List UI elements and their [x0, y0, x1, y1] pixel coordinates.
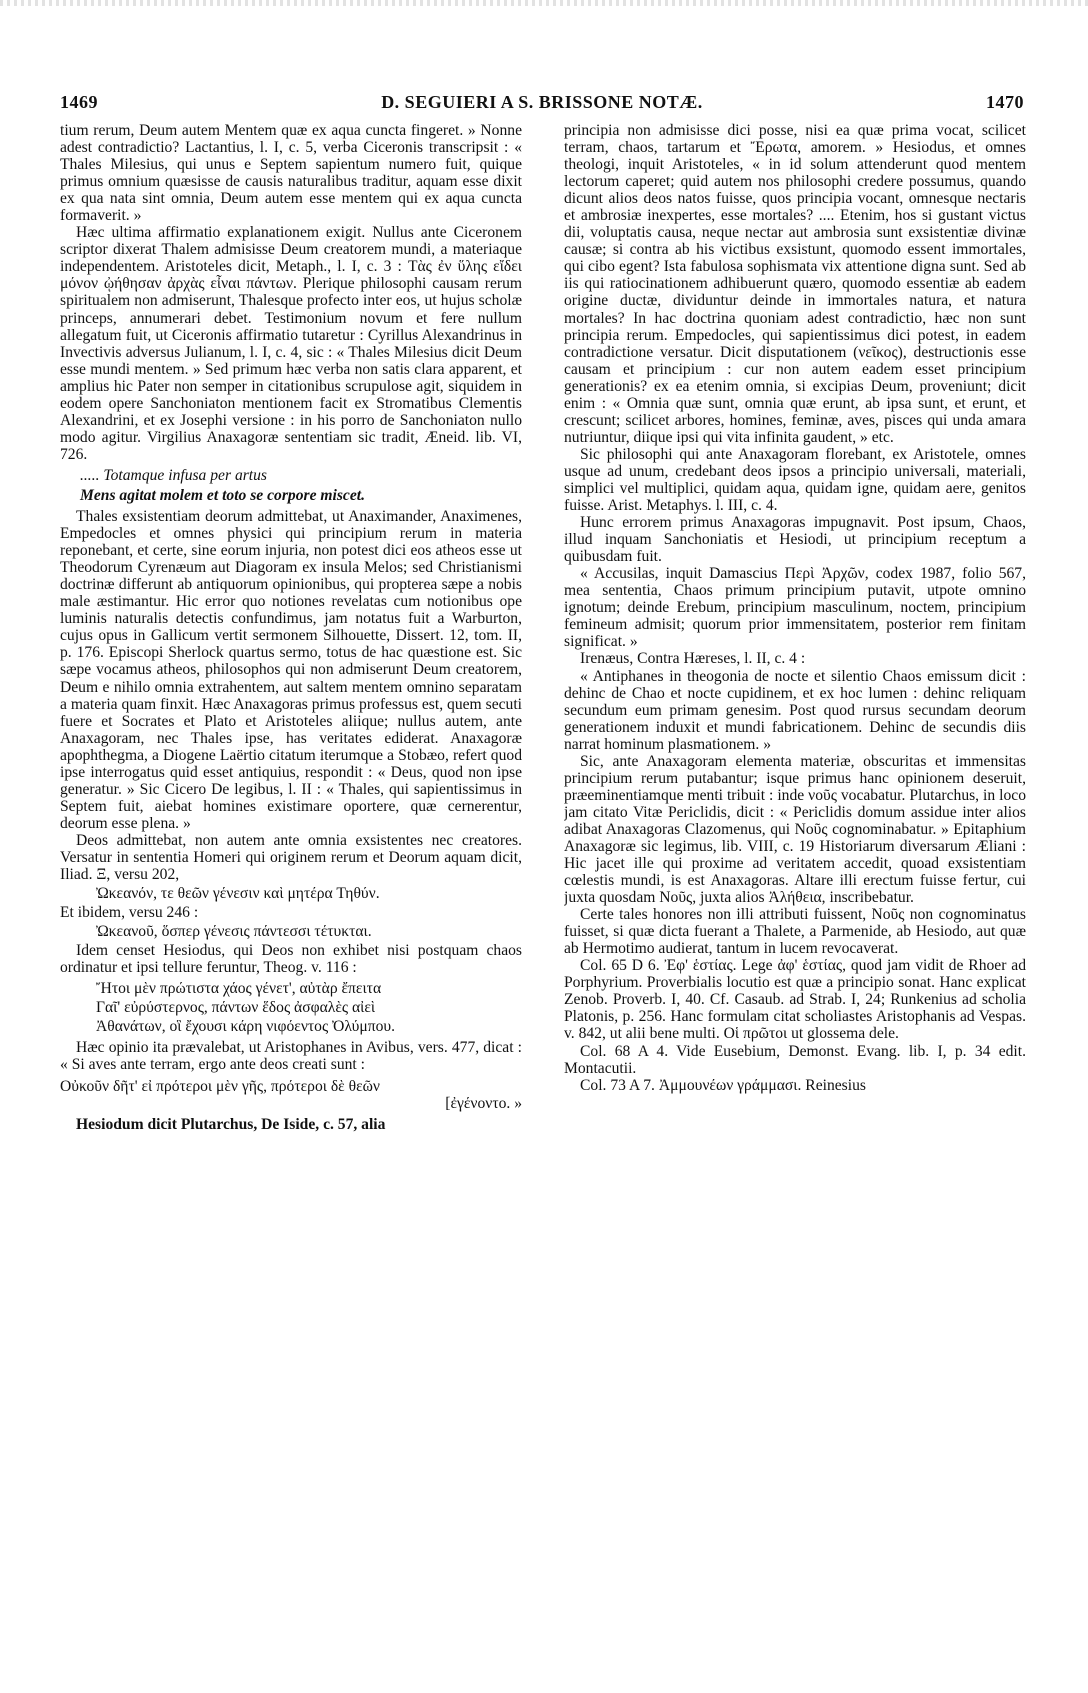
paragraph: principia non admisisse dici posse, nisi ea quæ prima vocat, scilicet terram, chaos, tartarum et Ἔρωτα, amorem. » Hesiodus, et omnes theologi, inquit Aristoteles, « in id solum attenderunt quod mentem lectorum caperet; quid autem nos philosophi credere possumus, quando dicunt alios deos natos fuisse, quos principia vocant, omnesque nectaris et ambrosiæ inexpertes, esse mortales? .... Etenim, hos si gustant victus dii, voluptatis causa, neque nectar aut ambrosia sunt exsistentiæ divinæ causæ; si contra ab his victibus exsistunt, quomodo essent immortales, qui cibo egent? Ista fabulosa sophismata vix attentione digna sunt. Sed ab iis qui ratiocinationem adhibuerunt quæro, quomodo essentiæ ab eadem origine ductæ, dividuntur deinde in immortales natura, et natura mortales? In hac doctrina quoniam adest contradictio, hæc non sunt principia rerum. Empedocles, qui sapientissimus dici potest, in eadem contradictione versatur. Dicit disputationem (νεῖκος), destructionis esse causam et principium : cur non autem eadem esset principium generationis? ex ea etenim omnia, si excipias Deum, proveniunt; dicit enim : « Omnia quæ sunt, omnia quæ erunt, ab ipsa sunt, et erunt, et crescunt; scilicet arbores, homines, feminæ, aves, pisces qui unda amara nutriuntur, diique ipsi qui vita infinita gaudent, » etc.: [564, 122, 1026, 446]
paragraph: tium rerum, Deum autem Mentem quæ ex aqua cuncta fingeret. » Nonne adest contradictio? Lactantius, l. I, c. 5, verba Ciceronis transcripsit : « Thales Milesius, qui unus e Septem sapientum numero fuit, quique primus omnium quæsisse de causis naturalibus traditur, aquam esse dixit ex qua nata sint omnia, Deum autem esse mentem qui ex aqua cuncta formaverit. »: [60, 122, 522, 225]
paragraph: Hesiodum dicit Plutarchus, De Iside, c. 57, alia: [76, 1115, 386, 1133]
paragraph: Hæc ultima affirmatio explanationem exigit. Nullus ante Ciceronem scriptor dixerat Thalem admisisse Deum creatorem mundi, a materiaque independentem. Aristoteles dicit, Metaph., l. I, c. 3 : Τὰς ἐν ὕλης εἴδει μόνον ᾠήθησαν ἀρχὰς εἶναι πάντων. Plerique philosophi causam rerum spiritualem non admiserunt, Thalesque profecto inter eos, ut hujus scholæ princeps, annumerari debet. Testimonium novum et fere nullum allegatum fuit, ut Ciceronis affirmatio tutaretur : Cyrillus Alexandrinus in Invectivis adversus Julianum, l. I, c. 4, sic : « Thales Milesius dicit Deum esse mundi mentem. » Sed primum hæc verba non satis clara apparent, et amplius hic Pater non semper in citationibus scrupulose agit, siquidem in eodem opere Sanchoniaton mentionem facit ex Stromatibus Clementis Alexandrini, et ex Josephi versione : in his porro de Sanchoniaton nullo modo agitur. Virgilius Anaxagoræ sententiam sic tradit, Æneid. lib. VI, 726.: [60, 224, 522, 463]
paragraph: « Accusilas, inquit Damascius Περὶ Ἀρχῶν, codex 1987, folio 567, mea sententia, Chaos primum principium putavit, utpote omnino ignotum; deinde Erebum, principium masculinum, noctem, principium femineum admisit; quorum prior immensitatem, posterior rem finitam significat. »: [564, 565, 1026, 651]
greek-verse: Ἀθανάτων, οἳ ἔχουσι κάρη νιφόεντος Ὀλύμπου.: [96, 1018, 396, 1036]
scan-edge: [0, 0, 1088, 6]
page-number-right: 1470: [986, 92, 1024, 112]
greek-verse: Ὠκεανόν, τε θεῶν γένεσιν καὶ μητέρα Τηθύν.: [96, 885, 380, 903]
running-head: [60, 92, 1024, 118]
right-column: [564, 122, 1026, 1667]
greek-verse: Οὐκοῦν δῆτ' εἰ πρότεροι μὲν γῆς, πρότεροι δὲ θεῶν: [60, 1077, 380, 1095]
running-title: D. SEGUIERI A S. BRISSONE NOTÆ.: [381, 92, 703, 112]
paragraph: Sic, ante Anaxagoram elementa materiæ, obscuritas et immensitas principium rerum putabantur; isque primus hanc opinionem deseruit, præeminentiamque menti tribuit : inde νοῦς vocabatur. Plutarchus, in loco jam citato Vitæ Periclidis, dicit : « Periclidis domum assidue inter alios adibat Anaxagoras Clazomenus, qui Νοῦς cognominabatur. » Epitaphium Anaxagoræ sic legimus, lib. VIII, c. 19 Historiarum diversarum Æliani : Hic jacet ille qui proxime ad veritatem accedit, quoad exsistentiam cœlestis mundi, is est Anaxagoras. Altare illi erectum fuisse fertur, cui juxta quosdam Νοῦς, juxta alios Ἀλήθεια, inscribebatur.: [564, 752, 1026, 907]
note-entry: Col. 65 D 6. Ἐφ' ἑστίας. Lege ἀφ' ἑστίας, quod jam vidit de Rhoer ad Porphyrium. Proverbialis locutio est quæ a principio sonat. Hanc explicat Zenob. Proverb. I, 40. Cf. Casaub. ad Strab. I, 24; Runkenius ad scholia Platonis, p. 256. Hanc formulam citat scholiastes Aristophanis ad Vespas. v. 842, ut alii bene multi. Οἱ πρῶτοι ut glossema dele.: [564, 957, 1026, 1043]
paragraph: « Antiphanes in theogonia de nocte et silentio Chaos emissum dicit : dehinc de Chao et nocte cupidinem, et ex hoc lumen : dehinc reliquam secundum eum primam genesim. Post quod rursus secundam deorum generationem induxit et mundi fabricationem. Dehinc de secundis diis narrat hominum plasmationem. »: [564, 667, 1026, 753]
paragraph: Idem censet Hesiodus, qui Deos non exhibet nisi postquam chaos ordinatur et ipsi tellure feruntur, Theog. v. 116 :: [60, 942, 522, 977]
paragraph: Certe tales honores non illi attributi fuissent, Νοῦς non cognominatus fuisset, si quæ dicta fuerant a Thalete, a Parmenide, ab Hesiodo, aut quæ ab Hermotimo audierat, tantum in lucem revocaverat.: [564, 906, 1026, 958]
paragraph: Et ibidem, versu 246 :: [60, 904, 199, 922]
verse-line: ..... Totamque infusa per artus: [80, 466, 268, 484]
verse-line: Mens agitat molem et toto se corpore miscet.: [80, 486, 365, 504]
greek-verse: Ὠκεανοῦ, ὅσπερ γένεσις πάντεσσι τέτυκται.: [96, 923, 372, 941]
paragraph: Hæc opinio ita prævalebat, ut Aristophanes in Avibus, vers. 477, dicat : « Si aves ante terram, ergo ante deos creati sunt :: [60, 1039, 522, 1074]
greek-verse: Γαῖ' εὐρύστερνος, πάντων ἕδος ἀσφαλὲς αἰεὶ: [96, 999, 376, 1017]
note-entry: Col. 68 A 4. Vide Eusebium, Demonst. Evang. lib. I, p. 34 edit. Montacutii.: [564, 1042, 1026, 1077]
paragraph: Sic philosophi qui ante Anaxagoram florebant, ex Aristotele, omnes usque ad unum, credebant deos ipsos a principio universali, materiali, simplici vel multiplici, quidam aqua, quidam igne, quidam aere, genitos fuisse. Arist. Metaphys. l. III, c. 4.: [564, 445, 1026, 515]
note-entry: Col. 73 A 7. Ἀμμουνέων γράμμασι. Reinesius: [580, 1076, 866, 1094]
paragraph: Thales exsistentiam deorum admittebat, ut Anaximander, Anaximenes, Empedocles et omnes physici qui principium rerum in materia reponebant, et certe, sine eorum injuria, non potest dici eos atheos esse ut Theodorum Cyrenæum aut Diagoram ex insula Melos; sed Christianismi doctrinæ differunt ab antiquorum opinionibus, qui propterea sæpe a nobis male æstimantur. Hic error quo notiones revelatas cum notionibus ope luminis naturalis detectis confundimus, jam notatus fuit a Warburton, cujus opus in Gallicum vertit sermonem Silhouette, Dissert. 12, tom. II, p. 176. Episcopi Sherlock quartus sermo, totus de hac quæstione est. Sic sæpe vocamus atheos, philosophos qui non admiserunt Deum creatorem, Deum e nihilo omnia extrahentem, aut saltem mentem omnino separatam a materia quam finxit. Hæc Anaxagoras primus professus est, quem secuti fuere et Socrates et Plato et Aristoteles aliique; nullus autem, ante Anaxagoram, nec Thales ipse, has veritates ediderat. Anaxagoræ apophthegma, a Diogene Laërtio citatum iterumque a Stobæo, refert quod ipse interrogatus quid esset antiquius, respondit : « Deus, quod non ipse generatur. » Sic Cicero De legibus, l. II : « Thales, qui sapientissimus in Septem fuit, aiebat homines existimare oportere, quæ cernerentur, deorum esse plena. »: [60, 508, 522, 832]
paragraph: Hunc errorem primus Anaxagoras impugnavit. Post ipsum, Chaos, illud inquam Sanchoniatis et Hesiodi, ut principium receptum a quibusdam fuit.: [564, 514, 1026, 566]
paragraph: Deos admittebat, non autem ante omnia exsistentes nec creatores. Versatur in sententia Homeri qui originem rerum et Deorum aquam dicit, Iliad. Ξ, versu 202,: [60, 831, 522, 884]
left-column: [60, 122, 522, 1667]
column-gutter: [540, 122, 544, 1662]
page-number-left: 1469: [60, 92, 98, 112]
paragraph: Irenæus, Contra Hæreses, l. II, c. 4 :: [580, 650, 806, 668]
greek-verse-continuation: [ἐγένοντο. »: [445, 1094, 522, 1112]
greek-verse: Ἤτοι μὲν πρώτιστα χάος γένετ', αὐτὰρ ἔπειτα: [96, 980, 382, 998]
